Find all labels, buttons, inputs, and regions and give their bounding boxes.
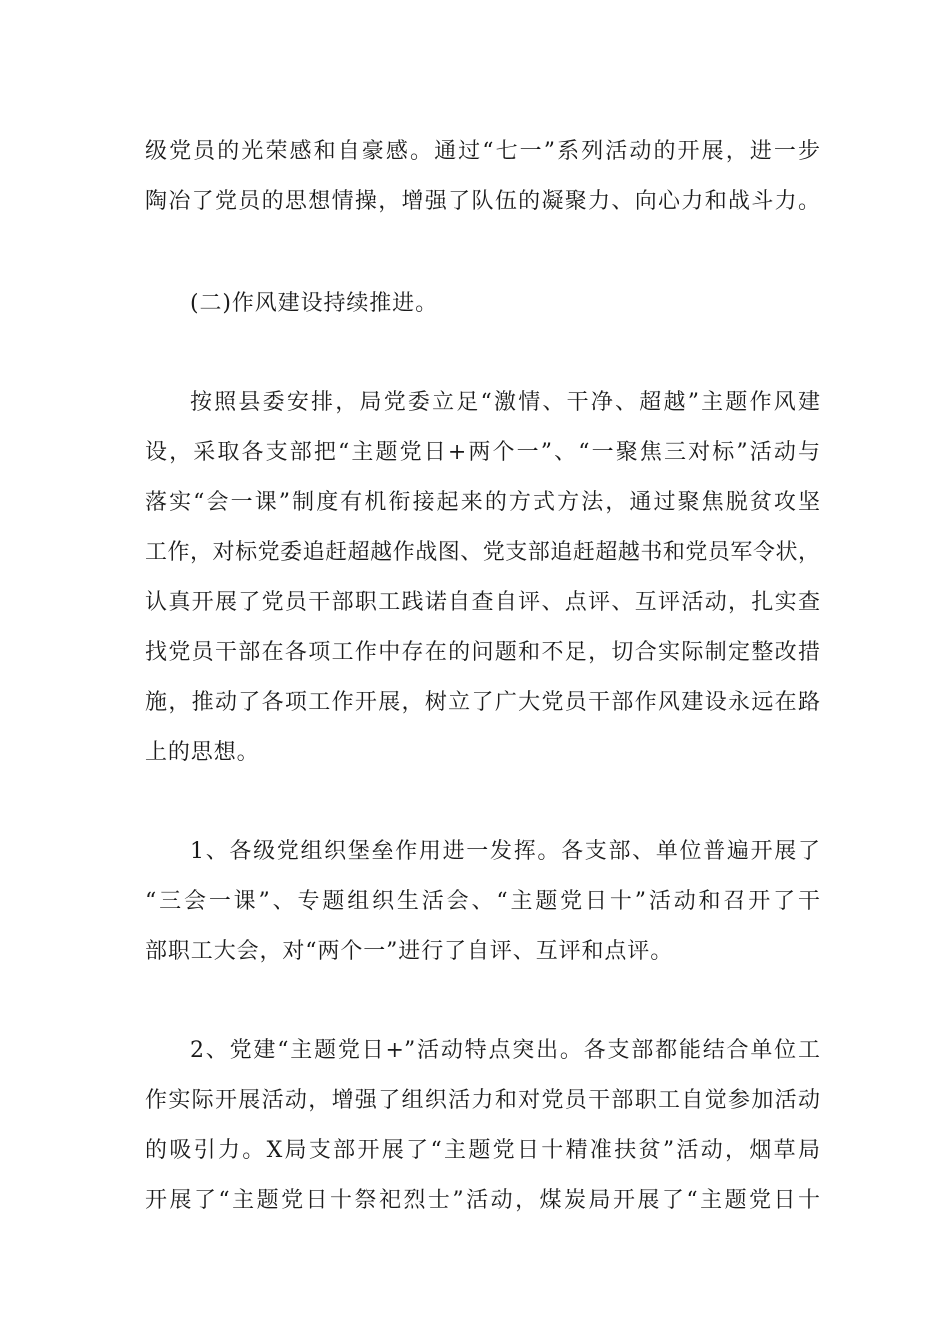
text-line: 施，推动了各项工作开展，树立了广大党员干部作风建设永远在路 [145,690,820,715]
text-line: 的吸引力。X局支部开展了“主题党日十精准扶贫”活动，烟草局 [145,1138,820,1163]
text-line: “三会一课”、专题组织生活会、“主题党日十”活动和召开了干 [145,889,820,914]
text-line: 按照县委安排，局党委立足“激情、干净、超越”主题作风建 [190,390,820,415]
text-line: 陶冶了党员的思想情操，增强了队伍的凝聚力、向心力和战斗力。 [145,189,820,214]
text-line: 作实际开展活动，增强了组织活力和对党员干部职工自觉参加活动 [145,1088,820,1113]
text-line: 设，采取各支部把“主题党日+两个一”、“一聚焦三对标”活动与 [145,440,820,465]
section-heading: (二)作风建设持续推进。 [190,291,438,316]
text-line: 找党员干部在各项工作中存在的问题和不足，切合实际制定整改措 [145,640,820,665]
text-line: 1、各级党组织堡垒作用进一发挥。各支部、单位普遍开展了 [190,839,820,864]
text-line: 落实“会一课”制度有机衔接起来的方式方法，通过聚焦脱贫攻坚 [145,490,820,515]
text-line: 部职工大会，对“两个一”进行了自评、互评和点评。 [145,939,674,964]
text-line: 上的思想。 [145,740,260,765]
text-line: 认真开展了党员干部职工践诺自查自评、点评、互评活动，扎实查 [145,590,820,615]
text-line: 2、党建“主题党日+”活动特点突出。各支部都能结合单位工 [190,1038,820,1063]
text-line: 级党员的光荣感和自豪感。通过“七一”系列活动的开展，进一步 [145,139,820,164]
text-line: 开展了“主题党日十祭祀烈士”活动，煤炭局开展了“主题党日十 [145,1188,820,1213]
text-line: 工作，对标党委追赶超越作战图、党支部追赶超越书和党员军令状， [145,540,820,565]
